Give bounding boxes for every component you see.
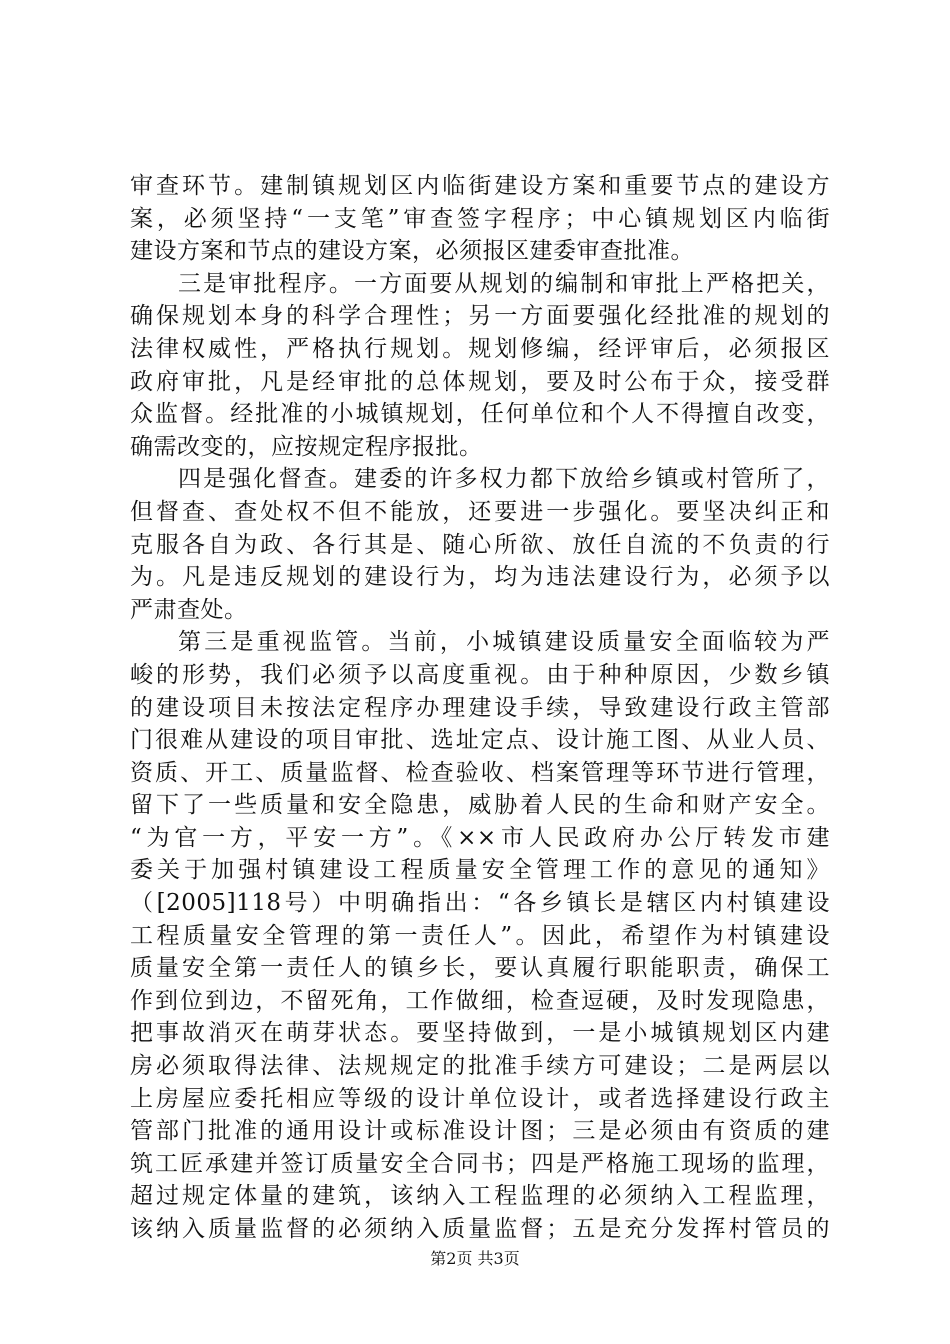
text-line: 克服各自为政、各行其是、随心所欲、放任自流的不负责的行 <box>130 531 830 558</box>
text-line: 把事故消灭在萌芽状态。要坚持做到，一是小城镇规划区内建 <box>130 1020 830 1047</box>
text-line: 为。凡是违反规划的建设行为，均为违法建设行为，必须予以 <box>130 564 830 591</box>
text-line: 管部门批准的通用设计或标准设计图；三是必须由有资质的建 <box>130 1118 830 1145</box>
text-line: （[2005]118号）中明确指出：“各乡镇长是辖区内村镇建设 <box>130 890 830 917</box>
text-line: 资质、开工、质量监督、检查验收、档案管理等环节进行管理， <box>130 759 830 786</box>
text-line: 上房屋应委托相应等级的设计单位设计，或者选择建设行政主 <box>130 1085 830 1112</box>
text-line: 第三是重视监管。当前，小城镇建设质量安全面临较为严 <box>178 629 830 656</box>
text-line: “为官一方，平安一方”。《××市人民政府办公厅转发市建 <box>130 824 830 851</box>
document-body <box>130 170 830 1246</box>
text-line: 超过规定体量的建筑，该纳入工程监理的必须纳入工程监理， <box>130 1183 830 1210</box>
text-line: 但督查、查处权不但不能放，还要进一步强化。要坚决纠正和 <box>130 498 830 525</box>
text-line: 质量安全第一责任人的镇乡长，要认真履行职能职责，确保工 <box>130 955 830 982</box>
text-line: 作到位到边，不留死角，工作做细，检查逗硬，及时发现隐患， <box>130 987 830 1014</box>
text-line: 房必须取得法律、法规规定的批准手续方可建设；二是两层以 <box>130 1053 830 1080</box>
text-line: 三是审批程序。一方面要从规划的编制和审批上严格把关， <box>178 270 830 297</box>
text-line: 门很难从建设的项目审批、选址定点、设计施工图、从业人员、 <box>130 727 830 754</box>
text-line: 委关于加强村镇建设工程质量安全管理工作的意见的通知》 <box>130 857 830 884</box>
text-line: 工程质量安全管理的第一责任人”。因此，希望作为村镇建设 <box>130 922 830 949</box>
text-line: 筑工匠承建并签订质量安全合同书；四是严格施工现场的监理， <box>130 1150 830 1177</box>
text-line: 政府审批，凡是经审批的总体规划，要及时公布于众，接受群 <box>130 368 830 395</box>
text-line: 法律权威性，严格执行规划。规划修编，经评审后，必须报区 <box>130 335 830 362</box>
text-line: 审查环节。建制镇规划区内临街建设方案和重要节点的建设方 <box>130 173 830 199</box>
text-line: 留下了一些质量和安全隐患，威胁着人民的生命和财产安全。 <box>130 792 830 819</box>
text-line: 峻的形势，我们必须予以高度重视。由于种种原因，少数乡镇 <box>130 661 830 688</box>
page-footer: 第2页 共3页 <box>430 1249 520 1268</box>
text-line: 确保规划本身的科学合理性；另一方面要强化经批准的规划的 <box>130 303 830 330</box>
text-line: 建设方案和节点的建设方案，必须报区建委审查批准。 <box>130 238 694 265</box>
text-line: 的建设项目未按法定程序办理建设手续，导致建设行政主管部 <box>130 694 830 721</box>
text-line: 案，必须坚持“一支笔”审查签字程序；中心镇规划区内临街 <box>130 205 830 232</box>
text-line: 四是强化督查。建委的许多权力都下放给乡镇或村管所了， <box>178 466 830 493</box>
text-line: 众监督。经批准的小城镇规划，任何单位和个人不得擅自改变， <box>130 401 830 428</box>
text-line: 该纳入质量监督的必须纳入质量监督；五是充分发挥村管员的 <box>130 1216 830 1242</box>
text-line: 确需改变的，应按规定程序报批。 <box>130 433 483 460</box>
text-line: 严肃查处。 <box>130 596 248 623</box>
